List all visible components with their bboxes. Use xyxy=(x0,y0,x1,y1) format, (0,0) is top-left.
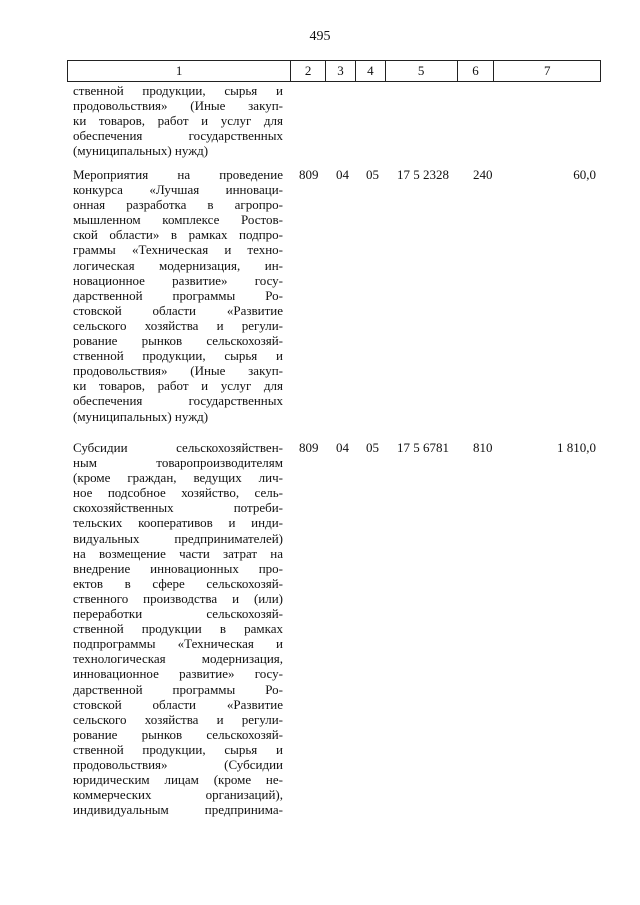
description-line: (муниципальных) нужд) xyxy=(73,408,209,424)
description-line: коммерческих организаций), xyxy=(73,787,283,803)
description-line: ственной продукции в рамках xyxy=(73,621,283,637)
target-article-code: 17 5 6781 xyxy=(397,440,449,455)
description-line: ки товаров, работ и услуг для xyxy=(73,378,283,394)
description-line: дарственной программы Ро- xyxy=(73,681,283,697)
description-line: рование рынков сельскохозяй- xyxy=(73,726,283,742)
ministry-code: 809 xyxy=(299,167,319,182)
subsection-code: 05 xyxy=(366,440,379,455)
description-line: дарственной программы Ро- xyxy=(73,287,283,303)
description-line: логическая модернизация, ин- xyxy=(73,257,283,273)
description-line: переработки сельскохозяй- xyxy=(73,606,283,622)
description-line: ное подсобное хозяйство, сель- xyxy=(73,485,283,501)
description-line: тельских кооперативов и инди- xyxy=(73,515,283,531)
description-line: юридическим лицам (кроме не- xyxy=(73,772,283,788)
description-line: граммы «Техническая и техно- xyxy=(73,242,283,258)
description-line: инновационное развитие» госу- xyxy=(73,666,283,682)
description-line: онная разработка в агропро- xyxy=(73,197,283,213)
description-line: ской области» в рамках подпро- xyxy=(73,227,283,243)
row-description xyxy=(73,83,283,158)
row-description xyxy=(73,167,283,424)
description-line: продовольствия» (Субсидии xyxy=(73,756,283,772)
description-line: технологическая модернизация, xyxy=(73,651,283,667)
description-line: внедрение инновационных про- xyxy=(73,560,283,576)
description-line: (муниципальных) нужд) xyxy=(73,143,209,159)
page-number: 495 xyxy=(309,29,331,44)
description-line: обеспечения государственных xyxy=(73,393,283,409)
description-line: стовской области «Развитие xyxy=(73,302,283,318)
amount-value: 60,0 xyxy=(573,167,596,182)
description-line: подпрограммы «Техническая и xyxy=(73,636,283,652)
description-line: скохозяйственных потреби- xyxy=(73,500,283,516)
description-line: Мероприятия на проведение xyxy=(73,167,283,182)
description-line: сельского хозяйства и регули- xyxy=(73,711,283,727)
expense-type-code: 810 xyxy=(473,440,493,455)
description-line: продовольствия» (Иные закуп- xyxy=(73,98,283,114)
header-col-7: 7 xyxy=(493,61,600,81)
subsection-code: 05 xyxy=(366,167,379,182)
description-line: ственной продукции, сырья и xyxy=(73,741,283,757)
description-line: сельского хозяйства и регули- xyxy=(73,317,283,333)
description-line: новационное развитие» госу- xyxy=(73,272,283,288)
description-line: ектов в сфере сельскохозяй- xyxy=(73,575,283,591)
description-line: обеспечения государственных xyxy=(73,128,283,144)
description-line: ственной продукции, сырья и xyxy=(73,83,283,98)
header-col-4: 4 xyxy=(355,61,385,81)
description-line: рование рынков сельскохозяй- xyxy=(73,333,283,349)
target-article-code: 17 5 2328 xyxy=(397,167,449,182)
header-col-1: 1 xyxy=(175,63,183,78)
description-line: индивидуальным предпринима- xyxy=(73,802,283,818)
description-line: стовской области «Развитие xyxy=(73,696,283,712)
ministry-code: 809 xyxy=(299,440,319,455)
description-line: видуальных предпринимателей) xyxy=(73,530,283,546)
amount-value: 1 810,0 xyxy=(557,440,596,455)
description-line: конкурса «Лучшая инноваци- xyxy=(73,182,283,198)
description-line: продовольствия» (Иные закуп- xyxy=(73,363,283,379)
table-header xyxy=(67,60,601,82)
expense-type-code: 240 xyxy=(473,167,493,182)
description-line: мышленном комплексе Ростов- xyxy=(73,212,283,228)
description-line: (кроме граждан, ведущих лич- xyxy=(73,470,283,486)
header-col-2: 2 xyxy=(290,61,325,81)
description-line: Субсидии сельскохозяйствен- xyxy=(73,440,283,455)
header-col-5: 5 xyxy=(385,61,457,81)
description-line: ным товаропроизводителям xyxy=(73,455,283,471)
description-line: ственного производства и (или) xyxy=(73,590,283,606)
description-line: на возмещение части затрат на xyxy=(73,545,283,561)
section-code: 04 xyxy=(336,167,349,182)
description-line: ственной продукции, сырья и xyxy=(73,348,283,364)
header-col-6: 6 xyxy=(457,61,494,81)
section-code: 04 xyxy=(336,440,349,455)
description-line: ки товаров, работ и услуг для xyxy=(73,113,283,129)
header-col-3: 3 xyxy=(325,61,355,81)
row-description xyxy=(73,440,283,817)
